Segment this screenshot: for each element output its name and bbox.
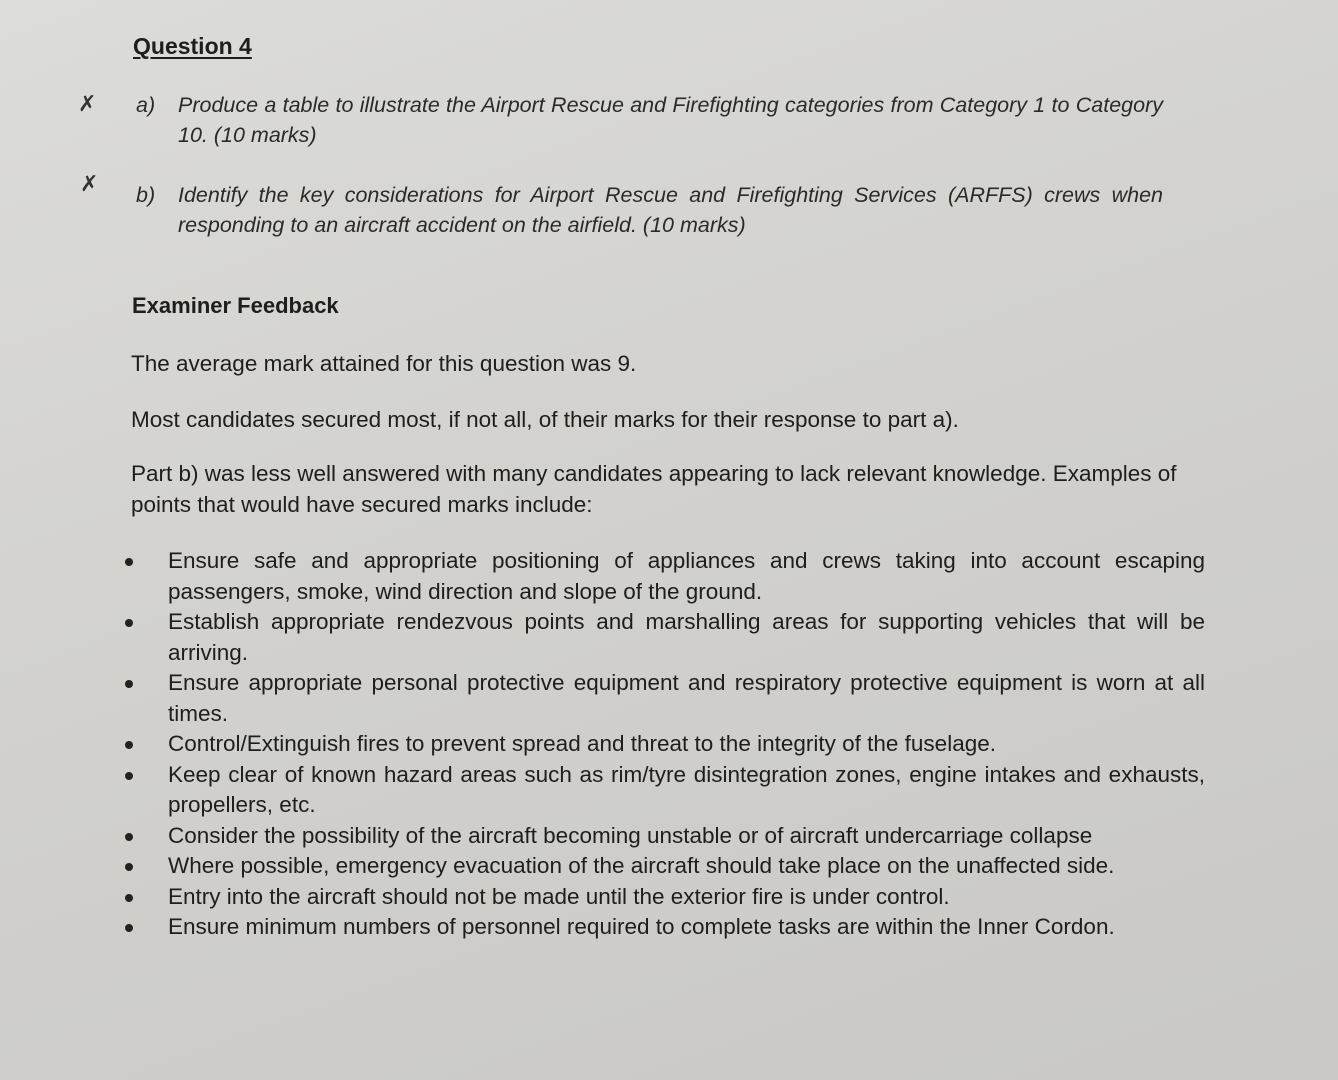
bullet-icon — [125, 863, 133, 871]
feedback-points-list — [110, 546, 1205, 943]
part-label: a) — [136, 93, 156, 117]
part-label: b) — [136, 183, 156, 207]
bullet-icon — [125, 558, 133, 566]
list-item-text: Consider the possibility of the aircraft becoming unstable or of aircraft undercarriage collapse — [168, 822, 1093, 848]
list-item — [110, 821, 1205, 852]
question-heading: Question 4 — [133, 33, 252, 59]
bullet-icon — [125, 680, 133, 688]
part-text: Produce a table to illustrate the Airport Rescue and Firefighting categories from Category 1 to Category 10. (10 marks) — [178, 93, 1163, 147]
list-item-text: Control/Extinguish fires to prevent spread and threat to the integrity of the fuselage. — [168, 731, 996, 756]
list-item-text: Establish appropriate rendezvous points and marshalling areas for supporting vehicles that will be arriving. — [168, 609, 1205, 665]
list-item-text: Where possible, emergency evacuation of the aircraft should take place on the unaffected side. — [168, 853, 1115, 878]
list-item — [110, 668, 1205, 729]
handwritten-cross-mark-icon: ✗ — [80, 172, 99, 197]
list-item-text: Keep clear of known hazard areas such as rim/tyre disintegration zones, engine intakes and exhausts, propellers, etc. — [168, 761, 1205, 817]
list-item — [110, 760, 1205, 821]
bullet-icon — [125, 619, 133, 627]
bullet-icon — [125, 894, 133, 902]
list-item — [110, 607, 1205, 668]
list-item-text: Ensure minimum numbers of personnel required to complete tasks are within the Inner Cordon. — [168, 914, 1115, 939]
list-item — [110, 882, 1205, 913]
feedback-paragraph: Part b) was less well answered with many candidates appearing to lack relevant knowledge. Examples of points that would have secured marks include: — [131, 461, 1177, 517]
list-item — [110, 912, 1205, 943]
list-item — [110, 729, 1205, 760]
feedback-heading: Examiner Feedback — [132, 293, 339, 318]
list-item-text: Ensure appropriate personal protective equipment and respiratory protective equipment is worn at all times. — [168, 670, 1205, 726]
feedback-paragraph: The average mark attained for this question was 9. — [131, 351, 637, 376]
list-item — [110, 851, 1205, 882]
bullet-icon — [125, 924, 133, 932]
bullet-icon — [125, 833, 133, 841]
list-item — [110, 546, 1205, 607]
handwritten-cross-mark-icon: ✗ — [78, 92, 97, 117]
list-item-text: Ensure safe and appropriate positioning of appliances and crews taking into account escaping passengers, smoke, wind direction and slope of the ground. — [168, 548, 1205, 604]
feedback-paragraph: Most candidates secured most, if not all, of their marks for their response to part a). — [131, 407, 959, 432]
list-item-text: Entry into the aircraft should not be made until the exterior fire is under control. — [168, 883, 950, 909]
bullet-icon — [125, 772, 133, 780]
part-text: Identify the key considerations for Airport Rescue and Firefighting Services (ARFFS) crews when responding to an aircraft accident on the airfield. (10 marks) — [178, 183, 1163, 237]
bullet-icon — [125, 741, 133, 749]
